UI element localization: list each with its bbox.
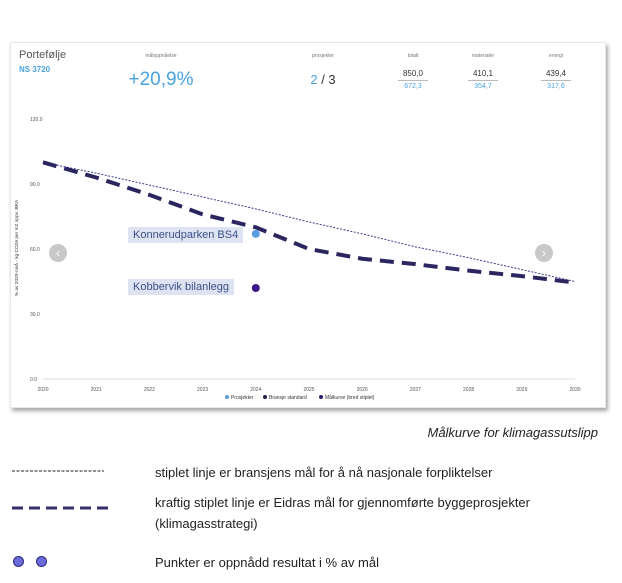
legend-label: Bransje standard bbox=[269, 395, 307, 401]
projects-done: 2 bbox=[310, 72, 318, 87]
previous-arrow-icon[interactable]: ‹ bbox=[49, 244, 67, 262]
portfolio-code: NS 3720 bbox=[19, 65, 51, 74]
explain-thick-dash bbox=[155, 492, 530, 534]
materialer-top: 410,1 bbox=[472, 69, 494, 78]
kpi-value: +20,9% bbox=[128, 69, 194, 90]
y-axis-label: % av 2020-nivå - kg CO2e per m2 oppv. BRA bbox=[15, 199, 20, 297]
result-dot-icon bbox=[36, 556, 47, 567]
x-tick-label: 2026 bbox=[356, 387, 368, 393]
thick-dash-sample bbox=[12, 503, 117, 513]
explain-points: Punkter er oppnådd resultat i % av mål bbox=[155, 555, 380, 570]
portfolio-title: Portefølje bbox=[19, 49, 67, 61]
y-tick-label: 0.0 bbox=[30, 377, 37, 383]
x-tick-label: 2021 bbox=[90, 387, 102, 393]
x-tick-label: 2029 bbox=[516, 387, 528, 393]
x-tick-label: 2030 bbox=[569, 387, 581, 393]
thin-dash-sample bbox=[12, 466, 107, 476]
legend-marker bbox=[225, 395, 229, 399]
x-tick-label: 2027 bbox=[409, 387, 421, 393]
legend-marker bbox=[319, 395, 323, 399]
y-tick-label: 30.0 bbox=[30, 312, 40, 318]
result-dot-icon bbox=[13, 556, 24, 567]
x-tick-label: 2028 bbox=[463, 387, 475, 393]
point-kobbervik bbox=[252, 284, 260, 292]
totalt-label: totalt bbox=[407, 53, 419, 59]
energi-label: energi bbox=[549, 53, 563, 59]
series-line-malkurve bbox=[43, 162, 575, 282]
projects-total: / 3 bbox=[321, 72, 336, 87]
x-tick-label: 2022 bbox=[143, 387, 155, 393]
y-tick-label: 90.0 bbox=[30, 182, 40, 188]
callout-konnerudparken: Konnerudparken BS4 bbox=[128, 227, 243, 243]
projects-label: prosjekter bbox=[312, 53, 334, 59]
materialer-label: materialer bbox=[471, 53, 495, 59]
y-tick-label: 60.0 bbox=[30, 247, 40, 253]
totalt-top: 850,0 bbox=[402, 69, 424, 78]
explain-thick-dash-line1: kraftig stiplet linje er Eidras mål for gjennomførte byggeprosjekter bbox=[155, 495, 530, 510]
legend-label: Målkurve (bred stiplet) bbox=[325, 395, 375, 401]
materialer-bottom: 354,7 bbox=[474, 83, 492, 90]
x-tick-label: 2020 bbox=[37, 387, 49, 393]
kpi-label: måloppnåelse bbox=[145, 53, 177, 59]
legend-label: Prosjekter bbox=[231, 395, 254, 401]
explain-thick-dash-line2: (klimagasstrategi) bbox=[155, 516, 258, 531]
legend-marker bbox=[263, 395, 267, 399]
series-line-bransje-standard bbox=[43, 162, 575, 281]
energi-top: 439,4 bbox=[545, 69, 567, 78]
x-tick-label: 2024 bbox=[250, 387, 262, 393]
energi-bottom: 317,6 bbox=[547, 83, 565, 90]
y-tick-label: 120.0 bbox=[30, 117, 43, 123]
totalt-bottom: 672,3 bbox=[404, 83, 422, 90]
x-tick-label: 2025 bbox=[303, 387, 315, 393]
explain-thin-dash: stiplet linje er bransjens mål for å nå nasjonale forpliktelser bbox=[155, 465, 493, 480]
x-tick-label: 2023 bbox=[197, 387, 209, 393]
point-konnerudparken bbox=[252, 230, 260, 238]
next-arrow-icon[interactable]: › bbox=[535, 244, 553, 262]
chart-caption: Målkurve for klimagassutslipp bbox=[427, 425, 598, 440]
callout-kobbervik: Kobbervik bilanlegg bbox=[128, 279, 234, 295]
